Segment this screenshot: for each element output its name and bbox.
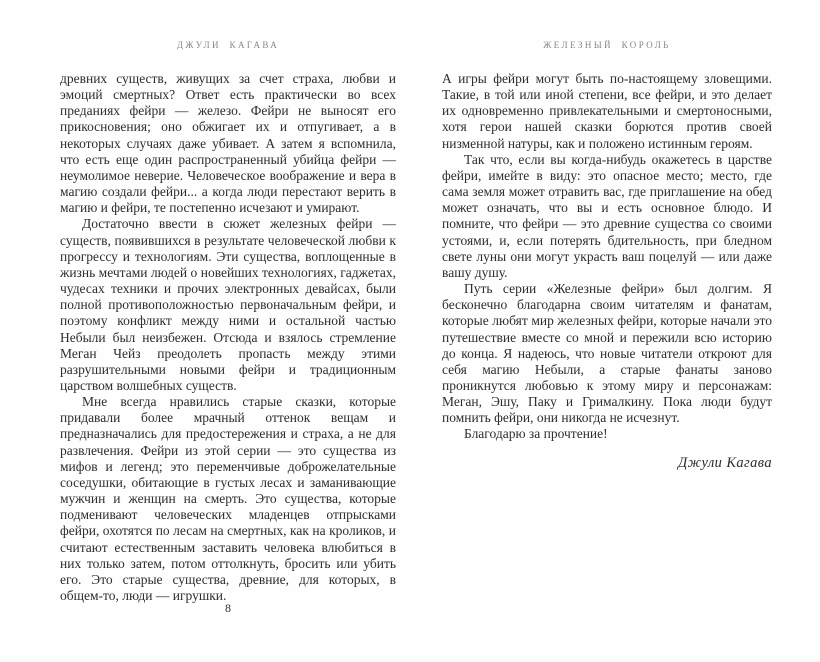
paragraph: Мне всегда нравились старые сказки, которые придавали более мрачный оттенок вещам и предназначались для предостережения и страха, а не для развлечения. Фейри из этой серии — это существа из мифов и легенд; это переменчивые доброжелательные соседушки, обитающие в густых лесах и заманивающие мужчин и женщин на смерть. Это существа, которые подменивают человеческих младенцев отпрысками фейри, охотятся по лесам на смертных, как на кроликов, и считают естественным заставить человека влюбиться в них только затем, потом оттолкнуть, бросить или убить его. Это старые существа, древние, для которых, в общем-то, люди — игрушки.: [60, 394, 396, 603]
paragraph: Путь серии «Железные фейри» был долгим. Я бесконечно благодарна своим читателям и фанатам, которые любят мир железных фейри, которые начали это путешествие вместе со мной и пережили всю историю до конца. Я надеюсь, что новые читатели откроют для себя магию Небыли, а старые фанаты заново проникнутся любовью к этому миру и персонажам: Меган, Эшу, Паку и Грималкину. Пока люди будут помнить фейри, они никогда не исчезнут.: [442, 281, 772, 426]
left-page: [60, 40, 396, 604]
paragraph: Так что, если вы когда-нибудь окажетесь в царстве фейри, имейте в виду: это опасное место; место, где сама земля может отравить вас, где приглашение на обед может означать, что вы и есть основное блюдо. И помните, что фейри — это древние существа со своими устоями, и, если потерять бдительность, при бледном свете луны они могут украсть ваш поцелуй — или даже вашу душу.: [442, 151, 772, 280]
page-number: 8: [225, 601, 231, 615]
paragraph: Благодарю за прочтение!: [464, 426, 608, 442]
left-page-body: [60, 71, 396, 604]
author-signature: Джули Кагава: [678, 454, 772, 471]
running-header-author: ДЖУЛИ КАГАВА: [176, 40, 280, 50]
paragraph: А игры фейри могут быть по-настоящему зловещими. Такие, в той или иной степени, все фейри, и это делает их одновременно привлекательными и смертоносными, хотя герои нашей сказки борются против своей низменной натуры, как и положено истинным героям.: [442, 71, 772, 151]
paragraph: древних существ, живущих за счет страха, любви и эмоций смертных? Ответ есть практически во всех преданиях фейри — железо. Фейри не выносят его прикосновения; оно обжигает их и отпугивает, а в некоторых случаях даже убивает. А затем я вспомнила, что есть еще один распространенный убийца фейри — неумолимое неверие. Человеческое воображение и вера в магию создали фейри... а когда люди перестают верить в магию и фейри, те постепенно исчезают и умирают.: [60, 71, 396, 216]
right-page-body: [442, 71, 772, 443]
right-page: [442, 40, 772, 472]
running-header-book-title: ЖЕЛЕЗНЫЙ КОРОЛЬ: [543, 40, 671, 50]
paragraph: Достаточно ввести в сюжет железных фейри — существ, появившихся в результате человеческой любви к прогрессу и технологиям. Эти существа, воплощенные в жизнь мечтами людей о новейших технологиях, гаджетах, чудесах техники и прочих электронных девайсах, были полной противоположностью первоначальным фейри, и поэтому конфликт между ними и остальной частью Небыли был неизбежен. Отсюда и взялось стремление Меган Чейз преодолеть пропасть между этими разрушительными новыми фейри и традиционным царством волшебных существ.: [60, 216, 396, 393]
